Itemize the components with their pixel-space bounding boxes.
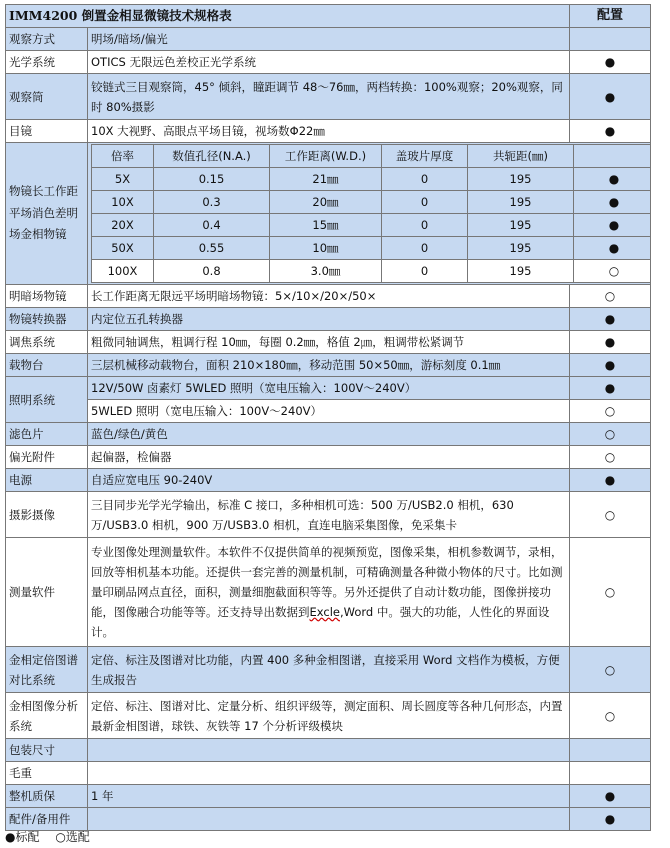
table-row: [6, 808, 651, 831]
config-header: 配置: [570, 5, 651, 28]
objective-na: 0.3: [154, 191, 270, 214]
objective-cover: 0: [382, 168, 468, 191]
row-desc: 粗微同轴调焦，粗调行程 10㎜，每圈 0.2㎜，格值 2㎛，粗调带松紧调节: [88, 331, 570, 354]
row-label: 金相定倍图谱对比系统: [6, 647, 88, 693]
table-row: [6, 74, 651, 120]
config-mark: [570, 28, 651, 51]
objective-wd: 3.0㎜: [270, 260, 382, 283]
lighting-row: [6, 400, 651, 423]
row-desc: 三层机械移动载物台，面积 210×180㎜，移动范围 50×50㎜，游标刻度 0.1㎜: [88, 354, 570, 377]
row-desc: 自适应宽电压 90-240V: [88, 469, 570, 492]
config-mark: ●: [574, 237, 651, 260]
objective-conj: 195: [468, 168, 574, 191]
objective-na: 0.8: [154, 260, 270, 283]
objective-row: [92, 237, 651, 260]
row-desc: 10X 大视野、高眼点平场目镜，视场数Φ22㎜: [88, 120, 570, 143]
config-mark: ○: [574, 260, 651, 283]
objectives-header: 工作距离(W.D.): [270, 145, 382, 168]
row-label: 金相图像分析系统: [6, 693, 88, 739]
table-header-row: [6, 5, 651, 28]
row-label: 电源: [6, 469, 88, 492]
row-label: 毛重: [6, 762, 88, 785]
config-mark: ○: [570, 647, 651, 693]
objective-cover: 0: [382, 237, 468, 260]
table-row: [6, 469, 651, 492]
legend-standard: ●标配: [5, 830, 40, 844]
config-mark: ●: [570, 469, 651, 492]
table-row: [6, 446, 651, 469]
table-row: [6, 331, 651, 354]
objectives-header: 倍率: [92, 145, 154, 168]
config-mark: ●: [570, 74, 651, 120]
objective-cover: 0: [382, 260, 468, 283]
objectives-header-row: [92, 145, 651, 168]
row-label: 载物台: [6, 354, 88, 377]
objectives-table: [91, 144, 651, 283]
objective-row: [92, 191, 651, 214]
table-row: [6, 785, 651, 808]
legend-optional: ○选配: [55, 830, 90, 844]
lighting-option: 5WLED 照明（宽电压输入：100V～240V）: [88, 400, 570, 423]
objective-row: [92, 260, 651, 283]
objective-wd: 21㎜: [270, 168, 382, 191]
row-desc: 1 年: [88, 785, 570, 808]
objectives-header-cfg: [574, 145, 651, 168]
row-desc: 定倍、标注、图谱对比、定量分析、组织评级等，测定面积、周长圆度等各种几何形态，内置最新金相图谱，球铁、灰铁等 17 个分析评级模块: [88, 693, 570, 739]
config-mark: ●: [570, 51, 651, 74]
config-mark: ○: [570, 538, 651, 647]
objective-conj: 195: [468, 214, 574, 237]
objective-mag: 20X: [92, 214, 154, 237]
objective-mag: 10X: [92, 191, 154, 214]
row-label: 整机质保: [6, 785, 88, 808]
config-mark: ●: [574, 168, 651, 191]
row-desc: 明场/暗场/偏光: [88, 28, 570, 51]
objectives-row: [6, 143, 651, 285]
objective-na: 0.55: [154, 237, 270, 260]
table-row: [6, 647, 651, 693]
config-mark: ●: [570, 377, 651, 400]
objective-conj: 195: [468, 260, 574, 283]
objective-na: 0.4: [154, 214, 270, 237]
objective-conj: 195: [468, 237, 574, 260]
row-label: 配件/备用件: [6, 808, 88, 831]
software-desc: 专业图像处理测量软件。本软件不仅提供简单的视频预览，图像采集，相机参数调节，录相，回放等相机基本功能。还提供一套完善的测量机制，可精确测量各种微小物体的尺寸。比如测量印刷品网点直径，面积，测量细胞截面积等等。另外还提供了自动计数功能，图像拼接功能，图像融合功能等等。还支持导出数据到: [91, 545, 563, 619]
table-row: [6, 308, 651, 331]
objective-cover: 0: [382, 214, 468, 237]
config-mark: ○: [570, 446, 651, 469]
table-row: [6, 28, 651, 51]
row-desc: OTICS 无限远色差校正光学系统: [88, 51, 570, 74]
row-label: 测量软件: [6, 538, 88, 647]
row-desc: [88, 538, 570, 647]
objective-mag: 50X: [92, 237, 154, 260]
objectives-header: 盖玻片厚度: [382, 145, 468, 168]
config-mark: [570, 762, 651, 785]
config-mark: ●: [574, 191, 651, 214]
row-label: 观察方式: [6, 28, 88, 51]
row-desc: [88, 762, 570, 785]
software-desc-tail: ,Word 中。强大的功能，人性化的界面设计。: [91, 605, 550, 639]
row-label: 调焦系统: [6, 331, 88, 354]
table-row: [6, 739, 651, 762]
objective-wd: 15㎜: [270, 214, 382, 237]
objectives-header: 共轭距(㎜): [468, 145, 574, 168]
row-desc: 起偏器，检偏器: [88, 446, 570, 469]
lighting-option: 12V/50W 卤素灯 5WLED 照明（宽电压输入：100V～240V）: [88, 377, 570, 400]
table-row: [6, 492, 651, 538]
row-label: 光学系统: [6, 51, 88, 74]
objective-cover: 0: [382, 191, 468, 214]
table-row: [6, 538, 651, 647]
config-mark: ●: [570, 331, 651, 354]
row-label: 物镜转换器: [6, 308, 88, 331]
config-mark: ●: [574, 214, 651, 237]
objective-mag: 5X: [92, 168, 154, 191]
row-label: 滤色片: [6, 423, 88, 446]
row-desc: 长工作距离无限远平场明暗场物镜：5×/10×/20×/50×: [88, 285, 570, 308]
objective-na: 0.15: [154, 168, 270, 191]
legend: [5, 828, 102, 845]
lighting-row: [6, 377, 651, 400]
objective-row: [92, 168, 651, 191]
objectives-header: 数值孔径(N.A.): [154, 145, 270, 168]
objective-wd: 10㎜: [270, 237, 382, 260]
software-desc-excel: Excle: [309, 605, 340, 619]
table-row: [6, 51, 651, 74]
table-row: [6, 354, 651, 377]
row-desc: [88, 808, 570, 831]
config-mark: ○: [570, 693, 651, 739]
config-mark: ●: [570, 785, 651, 808]
row-label: 目镜: [6, 120, 88, 143]
row-desc: 铰链式三目观察筒，45° 倾斜，瞳距调节 48～76㎜，两档转换：100%观察；20%观察，同时 80%摄影: [88, 74, 570, 120]
config-mark: [570, 739, 651, 762]
row-label: 摄影摄像: [6, 492, 88, 538]
row-label: 偏光附件: [6, 446, 88, 469]
config-mark: ●: [570, 120, 651, 143]
row-label: 明暗场物镜: [6, 285, 88, 308]
table-row: [6, 762, 651, 785]
objective-row: [92, 214, 651, 237]
lighting-label: 照明系统: [6, 377, 88, 423]
spec-table: [5, 4, 651, 831]
objective-mag: 100X: [92, 260, 154, 283]
table-row: [6, 423, 651, 446]
spec-sheet: [5, 4, 651, 831]
config-mark: ●: [570, 354, 651, 377]
sheet-title: IMM4200 倒置金相显微镜技术规格表: [6, 5, 570, 28]
objective-wd: 20㎜: [270, 191, 382, 214]
objectives-label: 物镜长工作距平场消色差明场金相物镜: [6, 143, 88, 285]
row-desc: [88, 739, 570, 762]
row-label: 包装尺寸: [6, 739, 88, 762]
config-mark: ●: [570, 808, 651, 831]
row-desc: 定倍、标注及图谱对比功能，内置 400 多种金相图谱，直接采用 Word 文档作为模板，方便生成报告: [88, 647, 570, 693]
row-label: 观察筒: [6, 74, 88, 120]
config-mark: ○: [570, 400, 651, 423]
config-mark: ○: [570, 285, 651, 308]
table-row: [6, 120, 651, 143]
config-mark: ●: [570, 308, 651, 331]
row-desc: 内定位五孔转换器: [88, 308, 570, 331]
table-row: [6, 693, 651, 739]
config-mark: ○: [570, 492, 651, 538]
config-mark: ○: [570, 423, 651, 446]
objective-conj: 195: [468, 191, 574, 214]
objectives-cell: [88, 143, 651, 285]
row-desc: 三目同步光学光学输出，标准 C 接口，多种相机可选：500 万/USB2.0 相机，630 万/USB3.0 相机，900 万/USB3.0 相机，直连电脑采集图像，免采集卡: [88, 492, 570, 538]
row-desc: 蓝色/绿色/黄色: [88, 423, 570, 446]
table-row: [6, 285, 651, 308]
